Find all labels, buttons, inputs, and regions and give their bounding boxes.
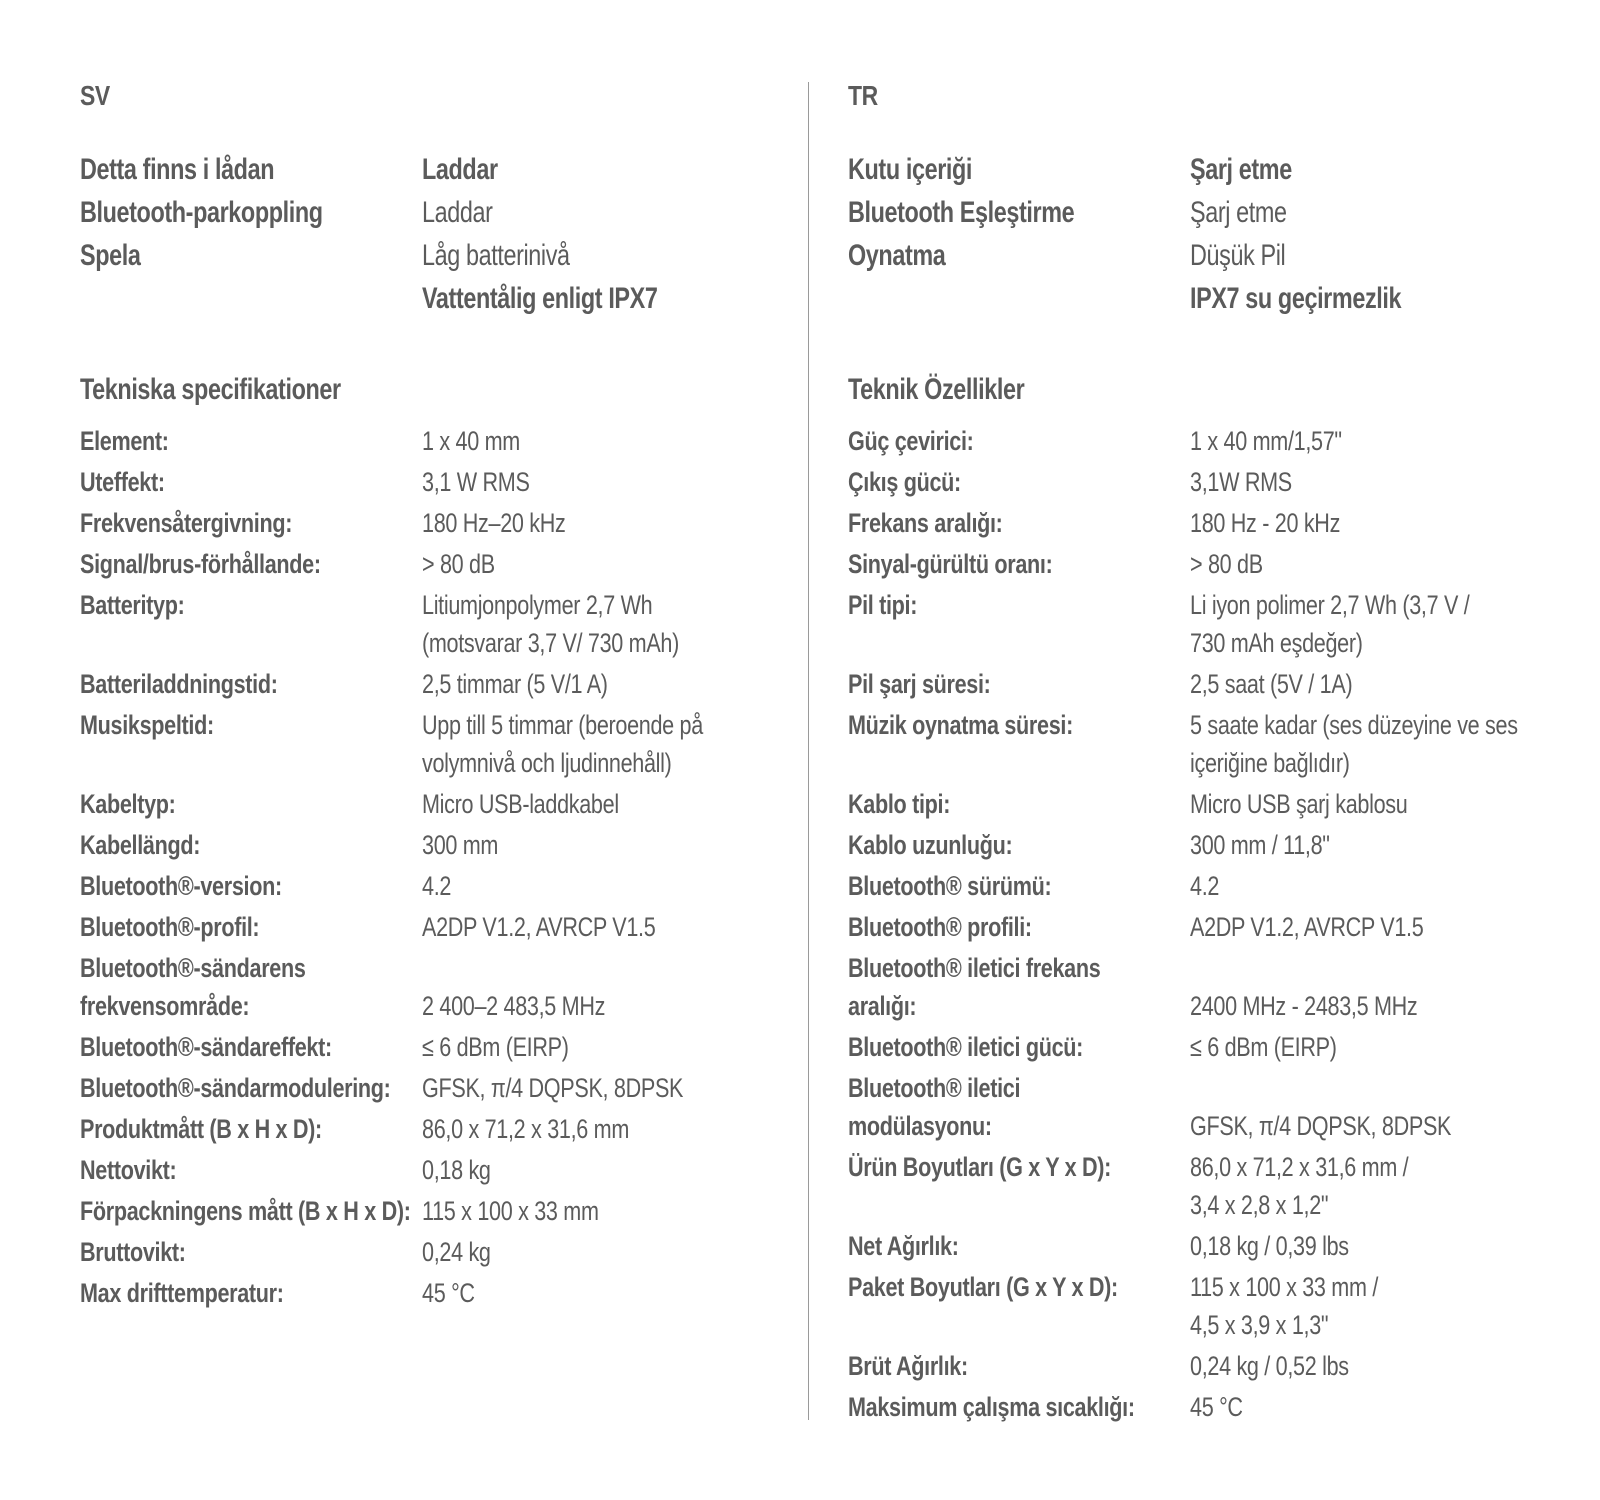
spec-value [1190,1028,1337,1066]
spec-label [80,665,278,703]
spec-label [848,1227,959,1265]
spec-value [1190,1388,1243,1426]
spec-value [422,785,619,823]
spec-row [80,545,780,586]
spec-label-line: modülasyonu: [848,1111,992,1141]
spec-label [848,706,1073,744]
spec-label [80,1274,284,1312]
spec-label [80,422,169,460]
spec-value [422,586,679,662]
spec-value-line: 4,5 x 3,9 x 1,3" [1190,1310,1329,1340]
spec-value-line: > 80 dB [1190,549,1263,579]
spec-value-line: A2DP V1.2, AVRCP V1.5 [1190,912,1424,942]
spec-value [1190,987,1417,1025]
spec-label [80,463,165,501]
spec-value [1190,1107,1451,1145]
box-label: Oynatma [848,239,946,272]
spec-label [848,949,1100,1025]
spec-row [848,949,1568,1028]
spec-label-line: Bluetooth®-sändarens [80,953,306,983]
spec-row [80,867,780,908]
spec-value [422,504,566,542]
spec-value [1190,826,1330,864]
spec-value-line: 2 400–2 483,5 MHz [422,991,606,1021]
box-label: Kutu içeriği [848,153,973,186]
box-item: Låg batterinivå [422,239,570,272]
spec-label-line: Element: [80,426,169,456]
spec-label-line: Bluetooth®-version: [80,871,282,901]
spec-row [80,1028,780,1069]
spec-label-line: Kabeltyp: [80,789,176,819]
spec-value-line: 2,5 saat (5V / 1A) [1190,669,1353,699]
spec-value-line: A2DP V1.2, AVRCP V1.5 [422,912,656,942]
spec-label-line: Signal/brus-förhållande: [80,549,321,579]
spec-label-line: Bluetooth® iletici frekans [848,953,1101,983]
language-code: SV [80,80,110,111]
spec-label [848,1388,1135,1426]
spec-label [848,908,1032,946]
spec-value-line: 300 mm [422,830,499,860]
spec-label [80,1192,411,1230]
spec-row [848,826,1568,867]
spec-row [848,1069,1568,1148]
box-item: Laddar [422,196,493,229]
spec-label [848,1148,1111,1186]
spec-label-line: Bluetooth®-profil: [80,912,260,942]
spec-value [1190,545,1263,583]
spec-value-line: içeriğine bağlıdır) [1190,748,1350,778]
spec-value-line: Litiumjonpolymer 2,7 Wh [422,590,653,620]
spec-value-line: 1 x 40 mm/1,57" [1190,426,1342,456]
spec-row [80,826,780,867]
spec-value [422,1110,629,1148]
spec-label [848,1268,1118,1306]
spec-label-line: frekvensområde: [80,991,250,1021]
spec-row [80,1233,780,1274]
spec-value-line: 3,4 x 2,8 x 1,2" [1190,1190,1329,1220]
spec-value-line: volymnivå och ljudinnehåll) [422,748,672,778]
box-contents-section [80,150,780,322]
spec-value-line: ≤ 6 dBm (EIRP) [1190,1032,1337,1062]
spec-label [848,1028,1083,1066]
spec-label [80,1233,186,1271]
spec-row [848,586,1568,665]
spec-value [1190,1268,1378,1344]
box-row [80,279,780,322]
column-divider [808,82,809,1420]
spec-row [848,422,1568,463]
spec-value [1190,908,1423,946]
spec-label-line: Max drifttemperatur: [80,1278,284,1308]
spec-row [848,1028,1568,1069]
spec-value [422,1069,683,1107]
spec-label-line: Uteffekt: [80,467,165,497]
spec-value [422,1028,569,1066]
box-item: Düşük Pil [1190,239,1286,272]
spec-label-line: Net Ağırlık: [848,1231,959,1261]
spec-label-line: Batteriladdningstid: [80,669,278,699]
spec-label [848,867,1051,905]
spec-value-line: 0,18 kg / 0,39 lbs [1190,1231,1349,1261]
spec-value-line: Upp till 5 timmar (beroende på [422,710,703,740]
spec-value [422,1274,475,1312]
spec-label [80,785,176,823]
spec-label [80,504,292,542]
spec-value-line: 0,18 kg [422,1155,491,1185]
spec-label [80,949,306,1025]
spec-label-line: Frekans aralığı: [848,508,1003,538]
spec-label [80,1110,322,1148]
spec-value [422,422,520,460]
spec-value [422,463,530,501]
spec-value [1190,422,1342,460]
spec-row [848,504,1568,545]
box-row [848,193,1568,236]
spec-value-line: 4.2 [422,871,452,901]
spec-value [1190,785,1407,823]
spec-label [80,586,185,624]
spec-value [422,908,655,946]
spec-value-line: 115 x 100 x 33 mm / [1190,1272,1379,1302]
box-label: Detta finns i lådan [80,153,275,186]
spec-row [80,706,780,785]
spec-row [80,586,780,665]
spec-label [848,463,961,501]
spec-label [848,1347,968,1385]
spec-value [1190,706,1518,782]
spec-row [80,908,780,949]
spec-label [848,586,917,624]
spec-label-line: Ürün Boyutları (G x Y x D): [848,1152,1112,1182]
spec-row [80,1192,780,1233]
spec-label [848,422,974,460]
spec-label [80,908,259,946]
spec-label [848,826,1012,864]
spec-label-line: Kablo uzunluğu: [848,830,1013,860]
spec-value [1190,665,1352,703]
spec-label-line: Bluetooth®-sändarmodulering: [80,1073,391,1103]
spec-value [1190,1347,1349,1385]
spec-value-line: Li iyon polimer 2,7 Wh (3,7 V / [1190,590,1470,620]
spec-value-line: 730 mAh eşdeğer) [1190,628,1363,658]
spec-value-line: 86,0 x 71,2 x 31,6 mm [422,1114,629,1144]
spec-label-line: Förpackningens mått (B x H x D): [80,1196,411,1226]
spec-value [1190,1227,1349,1265]
spec-label-line: Çıkış gücü: [848,467,961,497]
spec-value [422,665,608,703]
spec-row [848,1227,1568,1268]
spec-value-line: GFSK, π/4 DQPSK, 8DPSK [422,1073,684,1103]
spec-value-line: 180 Hz - 20 kHz [1190,508,1341,538]
language-code: TR [848,80,878,111]
box-label: Bluetooth-parkoppling [80,196,323,229]
spec-label [80,826,200,864]
box-row [80,236,780,279]
spec-label-line: Frekvensåtergivning: [80,508,293,538]
spec-label-line: Musikspeltid: [80,710,214,740]
spec-label [848,785,950,823]
spec-label-line: Maksimum çalışma sıcaklığı: [848,1392,1135,1422]
spec-value [422,826,498,864]
spec-value-line: 45 °C [1190,1392,1243,1422]
spec-row [80,785,780,826]
spec-row [848,706,1568,785]
spec-label [80,1151,176,1189]
spec-row [848,1388,1568,1429]
spec-row [80,665,780,706]
spec-row [80,949,780,1028]
spec-value [1190,586,1469,662]
spec-value-line: 1 x 40 mm [422,426,520,456]
box-item: Laddar [422,153,498,186]
spec-row [80,504,780,545]
spec-value-line: 2,5 timmar (5 V/1 A) [422,669,608,699]
spec-value-line: ≤ 6 dBm (EIRP) [422,1032,569,1062]
spec-value [422,867,451,905]
spec-label-line: Sinyal-gürültü oranı: [848,549,1053,579]
spec-value-line: 45 °C [422,1278,475,1308]
spec-value-line: > 80 dB [422,549,495,579]
spec-row [80,422,780,463]
spec-row [848,545,1568,586]
spec-value [422,1151,491,1189]
box-item: Vattentålig enligt IPX7 [422,282,658,315]
spec-value [422,706,703,782]
spec-label [848,545,1052,583]
spec-row [848,867,1568,908]
spec-value-line: 0,24 kg / 0,52 lbs [1190,1351,1349,1381]
spec-row [848,1268,1568,1347]
box-row [80,193,780,236]
spec-row [848,1148,1568,1227]
spec-label-line: Produktmått (B x H x D): [80,1114,322,1144]
spec-label-line: Paket Boyutları (G x Y x D): [848,1272,1118,1302]
spec-label-line: Batterityp: [80,590,185,620]
box-label: Bluetooth Eşleştirme [848,196,1075,229]
spec-label-line: Nettovikt: [80,1155,177,1185]
spec-label-line: Bruttovikt: [80,1237,186,1267]
spec-value [1190,867,1219,905]
spec-label-line: Brüt Ağırlık: [848,1351,968,1381]
box-label: Spela [80,239,141,272]
box-contents-section [848,150,1568,322]
spec-value-line: 3,1 W RMS [422,467,530,497]
spec-list [80,422,780,1315]
spec-label-line: Bluetooth® profili: [848,912,1032,942]
spec-label-line: Bluetooth®-sändareffekt: [80,1032,332,1062]
spec-label-line: Bluetooth® sürümü: [848,871,1052,901]
spec-value-line: 300 mm / 11,8" [1190,830,1330,860]
box-item: Şarj etme [1190,196,1287,229]
spec-value [1190,504,1340,542]
spec-label-line: Kablo tipi: [848,789,951,819]
spec-label [80,545,321,583]
box-item: IPX7 su geçirmezlik [1190,282,1402,315]
spec-label-line: Bluetooth® iletici gücü: [848,1032,1084,1062]
spec-label [848,504,1003,542]
spec-label-line: Bluetooth® iletici [848,1073,1021,1103]
spec-title: Teknik Özellikler [848,373,1025,406]
spec-row [80,1274,780,1315]
spec-row [848,463,1568,504]
spec-title: Tekniska specifikationer [80,373,341,406]
spec-value-line: 180 Hz–20 kHz [422,508,566,538]
spec-value-line: 4.2 [1190,871,1220,901]
spec-value [422,987,605,1025]
box-row [848,150,1568,193]
spec-label-line: Pil şarj süresi: [848,669,991,699]
spec-row [80,463,780,504]
spec-row [848,908,1568,949]
spec-label-line: Güç çevirici: [848,426,974,456]
spec-value [422,1233,491,1271]
spec-row [80,1110,780,1151]
spec-label-line: Pil tipi: [848,590,918,620]
spec-value-line: GFSK, π/4 DQPSK, 8DPSK [1190,1111,1452,1141]
box-item: Şarj etme [1190,153,1292,186]
spec-value [422,545,495,583]
spec-label [848,1069,1020,1145]
spec-label [848,665,991,703]
spec-value-line: 3,1W RMS [1190,467,1292,497]
spec-value-line: 0,24 kg [422,1237,491,1267]
spec-row [80,1069,780,1110]
box-row [848,279,1568,322]
spec-label [80,706,214,744]
spec-list [848,422,1568,1429]
spec-label-line: Müzik oynatma süresi: [848,710,1073,740]
spec-label [80,1069,391,1107]
spec-label [80,1028,332,1066]
spec-label-line: Kabellängd: [80,830,201,860]
spec-row [80,1151,780,1192]
spec-value [1190,1148,1408,1224]
box-row [848,236,1568,279]
spec-value-line: 5 saate kadar (ses düzeyine ve ses [1190,710,1518,740]
spec-label [80,867,282,905]
spec-value-line: 86,0 x 71,2 x 31,6 mm / [1190,1152,1409,1182]
spec-value [1190,463,1292,501]
spec-value-line: (motsvarar 3,7 V/ 730 mAh) [422,628,679,658]
spec-row [848,665,1568,706]
spec-value [422,1192,599,1230]
spec-value-line: 2400 MHz - 2483,5 MHz [1190,991,1418,1021]
spec-label-line: aralığı: [848,991,917,1021]
spec-row [848,1347,1568,1388]
spec-value-line: Micro USB-laddkabel [422,789,619,819]
spec-value-line: 115 x 100 x 33 mm [422,1196,599,1226]
spec-value-line: Micro USB şarj kablosu [1190,789,1408,819]
box-row [80,150,780,193]
spec-row [848,785,1568,826]
